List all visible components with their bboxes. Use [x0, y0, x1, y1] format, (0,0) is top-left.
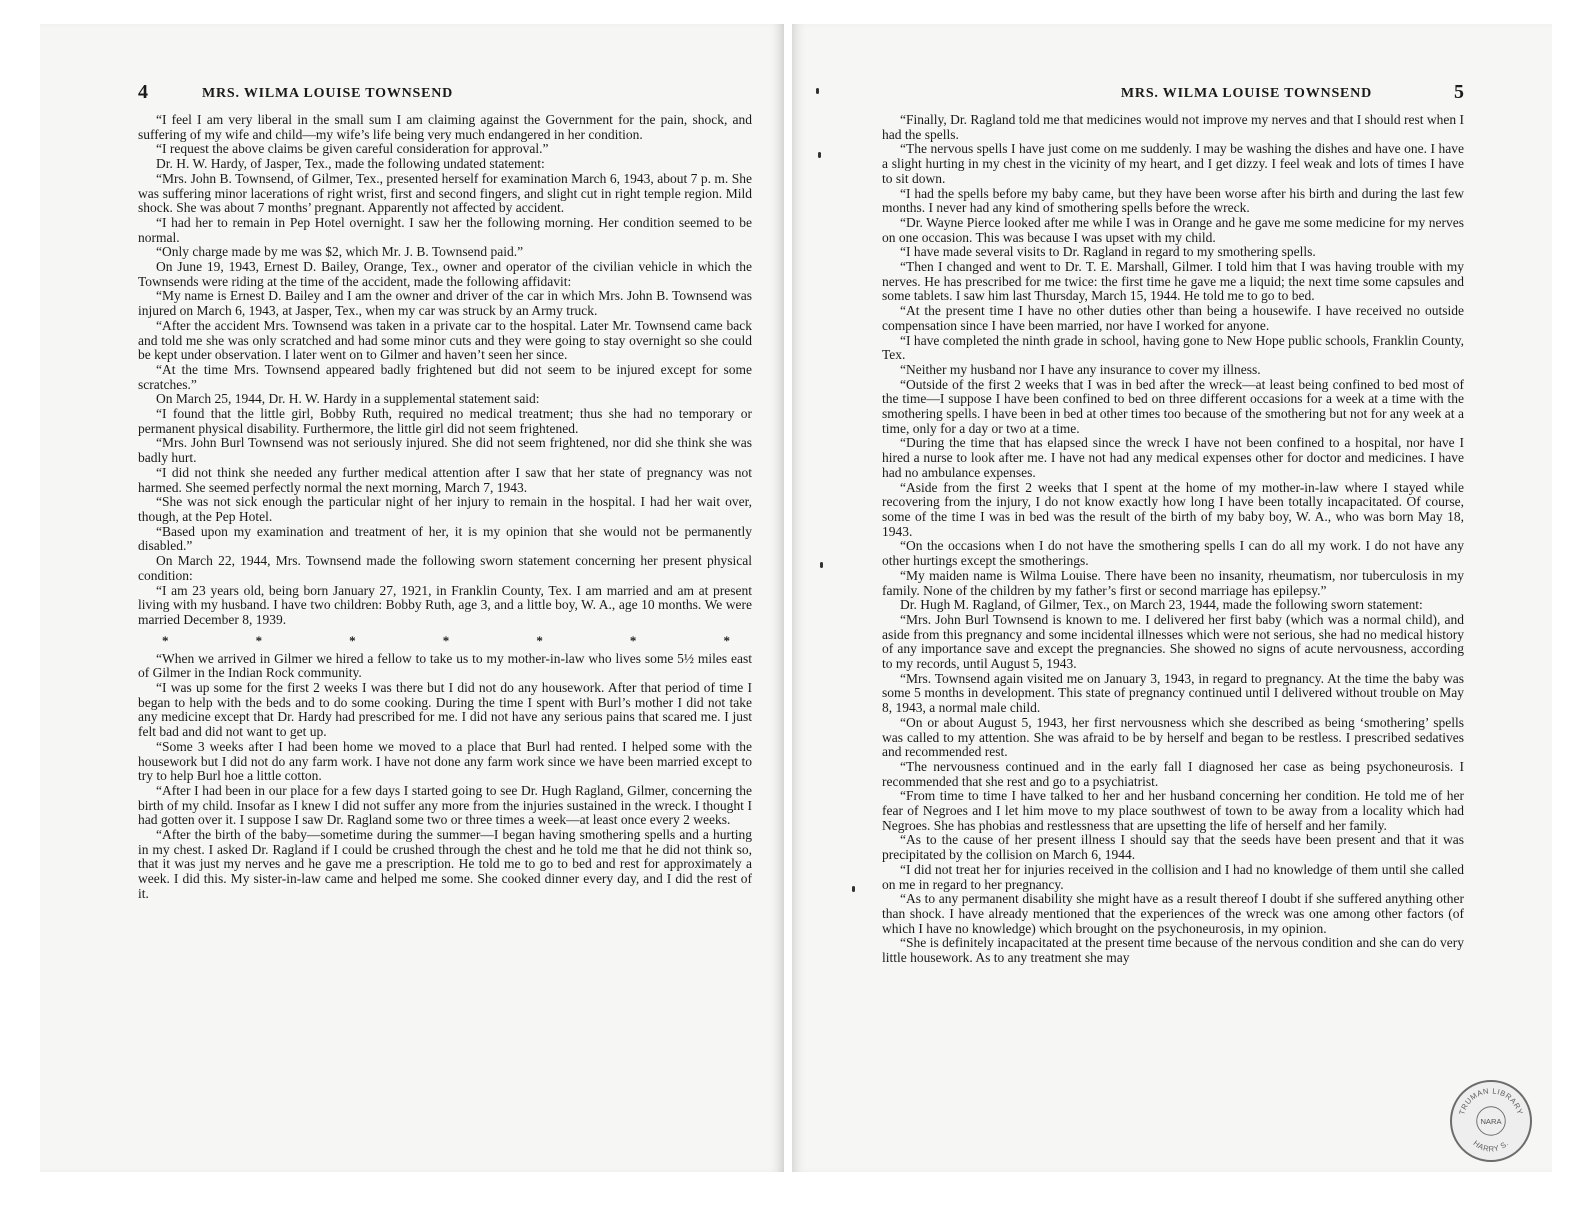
page-speck — [818, 152, 821, 158]
paragraph: “On the occasions when I do not have the smothering spells I can do all my work. I do not have any other hurtings except the smotherings. — [882, 538, 1464, 569]
right-page-body — [882, 113, 1464, 966]
paragraph: “My maiden name is Wilma Louise. There have been no insanity, rheumatism, nor tuberculosis in my family. None of the children by my father’s first or second marriage has epilepsy.” — [882, 567, 1464, 598]
paragraph: “She was not sick enough the particular night of her injury to remain in the hospital. I had her wait over, though, at the Pep Hotel. — [138, 494, 752, 524]
paragraph: “I am 23 years old, being born January 27, 1921, in Franklin County, Tex. I am married and am at present living with my husband. I have two children: Bobby Ruth, age 3, and a little boy, W. A., age 10 months. We were married December 8, 1939. — [138, 582, 752, 627]
paragraph: “The nervousness continued and in the early fall I diagnosed her case as being psychoneurosis. I recommended that she rest and go to a psychiatrist. — [882, 758, 1464, 789]
paragraph: “As to the cause of her present illness I should say that the seeds have been present and that it was precipitated by the collision on March 6, 1944. — [882, 832, 1464, 863]
paragraph: “After the accident Mrs. Townsend was taken in a private car to the hospital. Later Mr. Townsend came back and told me she was only scratched and had some minor cuts and they were going to stay overnight so she could be kept under observation. I later went on to Gilmer and haven’t seen her since. — [138, 317, 752, 363]
running-head: MRS. WILMA LOUISE TOWNSEND — [1120, 86, 1372, 101]
ellipsis-star: * — [255, 632, 263, 648]
right-page — [792, 24, 1552, 1172]
ellipsis-star: * — [442, 632, 450, 648]
ellipsis-star: * — [629, 632, 637, 648]
paragraph: “I did not think she needed any further medical attention after I saw that her state of pregnancy was not harmed. She seemed perfectly normal the next morning, March 7, 1943. — [138, 464, 752, 495]
paragraph: “Aside from the first 2 weeks that I spent at the home of my mother-in-law where I stayed while recovering from the injury, I do not know exactly how long I have been totally incapacitated. Of course, some of the time I was in bed was the result of the birth of my baby boy, W. A., who was born May 18, 1943. — [882, 479, 1464, 539]
paragraph: “The nervous spells I have just come on me suddenly. I may be washing the dishes and have one. I have a slight hurting in my chest in the vicinity of my heart, and I get dizzy. I feel weak and lots of times I have to sit down. — [882, 141, 1464, 186]
paragraph: On March 22, 1944, Mrs. Townsend made the following sworn statement concerning her present physical condition: — [138, 553, 752, 583]
paragraph: “At the time Mrs. Townsend appeared badly frightened but did not seem to be injured except for some scratches.” — [138, 361, 752, 392]
paragraph: “Mrs. Townsend again visited me on January 3, 1943, in regard to pregnancy. At the time the baby was some 5 months in development. This state of pregnancy continued until I delivered without trouble on May 8, 1943, a normal male child. — [882, 670, 1464, 716]
running-head: MRS. WILMA LOUISE TOWNSEND — [202, 86, 454, 101]
paragraph: “After I had been in our place for a few days I started going to see Dr. Hugh Ragland, Gilmer, concerning the birth of my child. Insofar as I knew I did not suffer any more from the injuries sustained in the wreck. I thought I had gotten over it. I suppose I saw Dr. Ragland some two or three times a week—at least once every 2 weeks. — [138, 782, 752, 828]
paragraph: “At the present time I have no other duties other than being a housewife. I have received no outside compensation since I have been married, nor have I worked for anyone. — [882, 303, 1464, 333]
paragraph: “On or about August 5, 1943, her first nervousness which she described as being ‘smothering’ spells was called to my attention. She was afraid to be by herself and began to be restless. I prescribed sedatives and recommended rest. — [882, 714, 1464, 760]
paragraph: “I feel I am very liberal in the small sum I am claiming against the Government for the pain, shock, and suffering of my wife and child—my wife’s life being very much endangered in her condition. — [138, 112, 752, 142]
page-number: 5 — [1454, 81, 1464, 103]
paragraph: “After the birth of the baby—sometime during the summer—I began having smothering spells and a hurting in my chest. I asked Dr. Ragland if I could be crushed through the chest and he told me that he did not think so, that it was just my nerves and he gave me a prescription. He told me to go to bed and rest for approximately a week. I did this. My sister-in-law came and helped me some. She cooked dinner every day, and I did the rest of it. — [138, 827, 752, 901]
paragraph-group-after — [138, 652, 752, 902]
paragraph: Dr. Hugh M. Ragland, of Gilmer, Tex., on March 23, 1944, made the following sworn statement: — [900, 597, 1423, 613]
paragraph: “Only charge made by me was $2, which Mr. J. B. Townsend paid.” — [156, 244, 524, 260]
paragraph: “My name is Ernest D. Bailey and I am the owner and driver of the car in which Mrs. John B. Townsend was injured on March 6, 1943, at Jasper, Tex., when my car was struck by an Army truck. — [138, 288, 752, 319]
left-page-header — [138, 81, 752, 108]
left-page — [40, 24, 784, 1172]
paragraph: “I request the above claims be given careful consideration for approval.” — [156, 141, 549, 157]
right-page-content — [882, 81, 1464, 966]
paragraph: “I found that the little girl, Bobby Ruth, required no medical treatment; thus she had no temporary or permanent physical disability. Furthermore, the little girl did not seem frightened. — [138, 406, 752, 436]
page-speck — [816, 88, 819, 94]
paragraph: “I had her to remain in Pep Hotel overnight. I saw her the following morning. Her condition seemed to be normal. — [138, 214, 752, 245]
paragraph: Dr. H. W. Hardy, of Jasper, Tex., made the following undated statement: — [156, 156, 545, 172]
paragraph: “As to any permanent disability she might have as a result thereof I doubt if she suffered anything other than shock. I have already mentioned that the experiences of the wreck was one among other factors (of which I have no knowledge) which brought on the psychoneurosis, in my opinion. — [882, 891, 1464, 936]
left-page-body — [138, 113, 752, 902]
paragraph: “Mrs. John B. Townsend, of Gilmer, Tex., presented herself for examination March 6, 1943, about 7 p. m. She was suffering minor lacerations of right wrist, first and second fingers, and slight cut in right temple region. Mild shock. She was about 7 months’ pregnant. Apparently not affected by accident. — [138, 170, 752, 216]
svg-text:TRUMAN LIBRARY — [1457, 1086, 1525, 1115]
paragraph: “I have completed the ninth grade in school, having gone to New Hope public schools, Franklin County, Tex. — [882, 332, 1464, 363]
paragraph: “Mrs. John Burl Townsend was not seriously injured. She did not seem frightened, nor did she think she was badly hurt. — [138, 435, 752, 466]
ellipsis-star: * — [536, 632, 543, 648]
stamp-bottom-text: HARRY S. — [1471, 1138, 1511, 1154]
left-page-content — [138, 81, 752, 902]
ellipsis-row — [138, 628, 752, 652]
paragraph: “Neither my husband nor I have any insurance to cover my illness. — [900, 361, 1261, 377]
paragraph: “Dr. Wayne Pierce looked after me while I was in Orange and he gave me some medicine for my nerves on one occasion. This was because I was upset with my child. — [882, 214, 1464, 245]
stamp-graphic — [1452, 1082, 1530, 1160]
paragraph: “Finally, Dr. Ragland told me that medicines would not improve my nerves and that I should rest when I had the spells. — [882, 112, 1464, 142]
ellipsis-star: * — [349, 632, 356, 648]
paragraph: “Based upon my examination and treatment of her, it is my opinion that she would not be permanently disabled.” — [138, 523, 752, 554]
library-stamp — [1450, 1080, 1532, 1162]
ellipsis-star: * — [723, 632, 730, 648]
paragraph: “Some 3 weeks after I had been home we moved to a place that Burl had rented. I helped some with the housework but I did not do any farm work. I have not done any farm work since we have been married except to try to help Burl hoe a little cotton. — [138, 738, 752, 784]
paragraph: “Mrs. John Burl Townsend is known to me. I delivered her first baby (which was a normal child), and aside from this pregnancy and some incidental illnesses which were not serious, she had no medical history of any importance save and except the pregnancies. She showed no signs of acute nervousness, according to my records, until August 5, 1943. — [882, 611, 1464, 672]
paragraph-group-before — [138, 113, 752, 628]
right-page-header — [882, 81, 1464, 108]
stamp-top-text: TRUMAN LIBRARY — [1457, 1086, 1525, 1116]
paragraph: “From time to time I have talked to her and her husband concerning her condition. He told me of her fear of Negroes and I let him move to my place southwest of town to be away from a locality which had Negroes. She has phobias and restlessness that are upsetting the life of herself and her family. — [882, 788, 1464, 833]
ellipsis-star: * — [162, 632, 169, 648]
paragraph: “Then I changed and went to Dr. T. E. Marshall, Gilmer. I told him that I was having trouble with my nerves. He has prescribed for me twice: the first time he gave me a liquid; the next time some capsules and some tablets. I saw him last Thursday, March 15, 1944. He told me to go to bed. — [882, 259, 1464, 304]
paragraph-group — [882, 113, 1464, 966]
paragraph: On June 19, 1943, Ernest D. Bailey, Orange, Tex., owner and operator of the civilian vehicle in which the Townsends were riding at the time of the accident, made the following affidavit: — [138, 259, 752, 289]
paragraph: “I had the spells before my baby came, but they have been worse after his birth and during the last few months. I never had any kind of smothering spells before the wreck. — [882, 185, 1464, 216]
paragraph: “During the time that has elapsed since the wreck I have not been confined to a hospital, nor have I hired a nurse to look after me. I have not had any medical expenses other for doctor and medicines. I have had no ambulance expenses. — [882, 435, 1464, 480]
page-speck — [820, 562, 823, 568]
svg-text:HARRY S. — [1471, 1139, 1510, 1154]
page-speck — [852, 886, 855, 892]
paragraph: “She is definitely incapacitated at the present time because of the nervous condition and she can do very little housework. As to any treatment she may — [882, 935, 1464, 966]
paragraph: “Outside of the first 2 weeks that I was in bed after the wreck—at least being confined to bed most of the time—I suppose I have been confined to bed on three different occasions for a week at a time with the smothering spells. I have been in bed at other times too because of the smothering but not for any week at a time, only for a day or two at a time. — [882, 376, 1464, 436]
page-number: 4 — [138, 81, 148, 103]
stamp-center-text: NARA — [1480, 1116, 1502, 1126]
paragraph: “I did not treat her for injuries received in the collision and I had no knowledge of them until she called on me in regard to her pregnancy. — [882, 861, 1464, 892]
paragraph: “I have made several visits to Dr. Ragland in regard to my smothering spells. — [900, 244, 1316, 260]
paragraph: On March 25, 1944, Dr. H. W. Hardy in a supplemental statement said: — [156, 391, 540, 407]
paragraph: “I was up some for the first 2 weeks I was there but I did not do any housework. After that period of time I began to help with the beds and to do some cooking. During the time I spent with Burl’s mother I did not take any medicine except that Dr. Hardy had prescribed for me. I did not have any serious pains that scared me. I just felt bad and did not want to get up. — [138, 680, 752, 740]
paragraph: “When we arrived in Gilmer we hired a fellow to take us to my mother-in-law who lives some 5½ miles east of Gilmer in the Indian Rock community. — [138, 650, 752, 681]
